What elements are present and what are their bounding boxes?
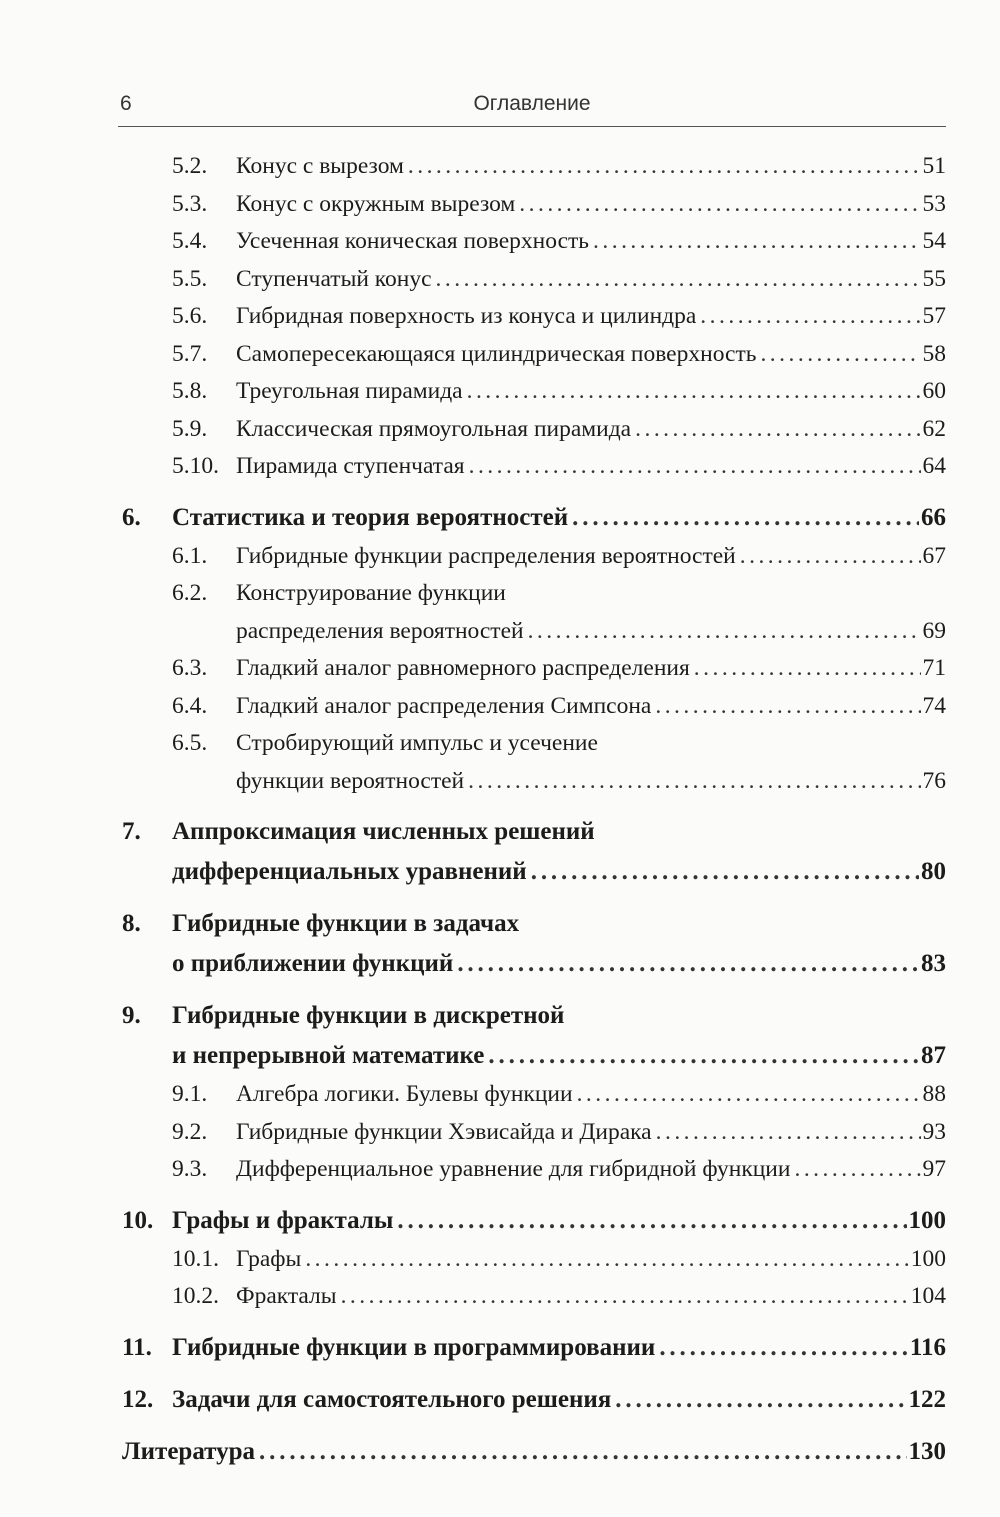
toc-entry-5-8[interactable] bbox=[122, 373, 946, 411]
entry-page: 93 bbox=[922, 1118, 946, 1145]
entry-number: 6.3. bbox=[172, 655, 208, 681]
chapter-number: 6. bbox=[122, 503, 141, 531]
entry-number: 5.2. bbox=[172, 153, 208, 179]
entry-page: 76 bbox=[922, 767, 946, 794]
chapter-title-line2: дифференциальных уравнений bbox=[172, 858, 527, 885]
entry-title-line2: функции вероятностей bbox=[236, 767, 465, 794]
toc-entry-5-3[interactable] bbox=[122, 186, 946, 224]
entry-number: 5.6. bbox=[172, 303, 208, 329]
chapter-page: 116 bbox=[909, 1333, 946, 1361]
dot-leader bbox=[656, 1114, 921, 1152]
dot-leader bbox=[436, 261, 921, 299]
toc-entry-6-5[interactable] bbox=[122, 725, 946, 800]
entry-number: 9.3. bbox=[172, 1156, 208, 1182]
toc-chapter-12[interactable] bbox=[122, 1380, 946, 1420]
chapter-title-line2: о приближении функций bbox=[172, 950, 454, 977]
entry-number: 10.2. bbox=[172, 1283, 219, 1309]
entry-page: 71 bbox=[922, 655, 946, 681]
entry-title: Ступенчатый конус bbox=[236, 265, 432, 292]
entry-title: Фракталы bbox=[236, 1283, 337, 1309]
chapter-page: 122 bbox=[908, 1385, 946, 1413]
dot-leader bbox=[305, 1241, 908, 1279]
entry-page: 100 bbox=[910, 1245, 946, 1272]
entry-title: Усеченная коническая поверхность bbox=[236, 228, 590, 254]
dot-leader bbox=[740, 538, 921, 576]
toc-literature[interactable] bbox=[122, 1432, 946, 1472]
toc-entry-5-7[interactable] bbox=[122, 336, 946, 374]
toc-entry-5-9[interactable] bbox=[122, 411, 946, 449]
dot-leader bbox=[655, 688, 920, 726]
dot-leader bbox=[457, 944, 919, 984]
entry-title: Гладкий аналог распределения Симпсона bbox=[236, 692, 652, 719]
chapter-number: 7. bbox=[122, 818, 141, 845]
entry-title: Гибридные функции Хэвисайда и Дирака bbox=[236, 1118, 652, 1145]
entry-page: 51 bbox=[922, 153, 946, 179]
chapter-page: 100 bbox=[908, 1206, 946, 1234]
toc-entry-6-3[interactable] bbox=[122, 650, 946, 688]
entry-title: Графы bbox=[236, 1245, 302, 1272]
dot-leader bbox=[341, 1278, 909, 1316]
chapter-number: 10. bbox=[122, 1206, 154, 1234]
dot-leader bbox=[397, 1201, 906, 1241]
entry-number: 5.9. bbox=[172, 415, 208, 442]
chapter-page: 83 bbox=[921, 950, 946, 977]
entry-title: Конус с вырезом bbox=[236, 153, 404, 179]
toc-chapter-7[interactable] bbox=[122, 812, 946, 892]
dot-leader bbox=[469, 448, 921, 486]
entry-number: 6.4. bbox=[172, 692, 208, 719]
running-header bbox=[118, 88, 946, 127]
chapter-title-line1: Гибридные функции в дискретной bbox=[172, 1002, 565, 1029]
entry-page: 97 bbox=[922, 1156, 946, 1182]
entry-page: 53 bbox=[922, 190, 946, 217]
entry-number: 5.7. bbox=[172, 340, 208, 367]
chapter-title: Задачи для самостоятельного решения bbox=[172, 1385, 612, 1413]
entry-page: 58 bbox=[922, 340, 946, 367]
entry-page: 74 bbox=[922, 692, 946, 719]
chapter-page: 66 bbox=[921, 503, 946, 531]
dot-leader bbox=[528, 613, 921, 651]
dot-leader bbox=[259, 1432, 906, 1472]
entry-title: Конус с окружным вырезом bbox=[236, 190, 516, 217]
entry-title: Алгебра логики. Булевы функции bbox=[236, 1081, 573, 1107]
toc-entry-6-4[interactable] bbox=[122, 688, 946, 726]
toc-entry-6-2[interactable] bbox=[122, 575, 946, 650]
dot-leader bbox=[700, 298, 920, 336]
entry-number: 5.4. bbox=[172, 228, 208, 254]
entry-title: Пирамида ступенчатая bbox=[236, 453, 465, 479]
entry-page: 55 bbox=[922, 265, 946, 292]
entry-title: Дифференциальное уравнение для гибридной функции bbox=[236, 1156, 791, 1182]
chapter-title: Статистика и теория вероятностей bbox=[172, 503, 569, 531]
entry-number: 9.2. bbox=[172, 1118, 208, 1145]
toc-entry-5-4[interactable] bbox=[122, 223, 946, 261]
toc-chapter-10[interactable] bbox=[122, 1201, 946, 1241]
entry-title: Треугольная пирамида bbox=[236, 378, 463, 404]
toc-chapter-6[interactable] bbox=[122, 498, 946, 538]
entry-number: 5.5. bbox=[172, 265, 208, 292]
dot-leader bbox=[408, 148, 921, 186]
dot-leader bbox=[794, 1151, 920, 1189]
entry-title: Гибридные функции распределения вероятностей bbox=[236, 542, 736, 569]
entry-number: 5.8. bbox=[172, 378, 208, 404]
entry-number: 10.1. bbox=[172, 1245, 219, 1272]
dot-leader bbox=[694, 650, 921, 688]
entry-page: 104 bbox=[910, 1283, 946, 1309]
entry-title-line2: распределения вероятностей bbox=[236, 617, 524, 644]
running-title: Оглавление bbox=[473, 92, 591, 115]
page-number: 6 bbox=[120, 92, 132, 115]
chapter-title: Гибридные функции в программировании bbox=[172, 1333, 656, 1361]
entry-page: 69 bbox=[922, 617, 946, 644]
dot-leader bbox=[467, 373, 921, 411]
entry-number: 6.1. bbox=[172, 542, 208, 569]
chapter-page: 87 bbox=[921, 1042, 946, 1069]
chapter-number: 12. bbox=[122, 1385, 154, 1413]
chapter-number: 9. bbox=[122, 1002, 141, 1029]
entry-page: 54 bbox=[922, 228, 946, 254]
toc-entry-5-10[interactable] bbox=[122, 448, 946, 486]
toc-entry-9-2[interactable] bbox=[122, 1114, 946, 1152]
entry-page: 88 bbox=[922, 1081, 946, 1107]
toc-chapter-8[interactable] bbox=[122, 904, 946, 984]
literature-title: Литература bbox=[122, 1437, 256, 1465]
chapter-page: 80 bbox=[921, 858, 946, 885]
toc-entry-10-2[interactable] bbox=[122, 1278, 946, 1316]
entry-title: Гибридная поверхность из конуса и цилиндра bbox=[236, 303, 697, 329]
entry-page: 62 bbox=[922, 415, 946, 442]
dot-leader bbox=[488, 1036, 919, 1076]
entry-title: Гладкий аналог равномерного распределения bbox=[236, 655, 690, 681]
entry-page: 67 bbox=[922, 542, 946, 569]
table-of-contents bbox=[122, 148, 946, 1472]
dot-leader bbox=[593, 223, 920, 261]
entry-title-line1: Стробирующий импульс и усечение bbox=[236, 730, 598, 756]
entry-number: 5.10. bbox=[172, 453, 219, 479]
entry-number: 5.3. bbox=[172, 190, 208, 217]
toc-chapter-11[interactable] bbox=[122, 1328, 946, 1368]
chapter-number: 11. bbox=[122, 1333, 152, 1361]
entry-title-line1: Конструирование функции bbox=[236, 580, 506, 606]
toc-entry-9-3[interactable] bbox=[122, 1151, 946, 1189]
toc-entry-5-5[interactable] bbox=[122, 261, 946, 299]
chapter-title: Графы и фракталы bbox=[172, 1206, 394, 1234]
entry-title: Самопересекающаяся цилиндрическая поверхность bbox=[236, 340, 757, 367]
toc-entry-6-1[interactable] bbox=[122, 538, 946, 576]
toc-entry-9-1[interactable] bbox=[122, 1076, 946, 1114]
entry-number: 6.5. bbox=[172, 730, 208, 756]
entry-page: 64 bbox=[922, 453, 946, 479]
dot-leader bbox=[615, 1380, 906, 1420]
entry-page: 57 bbox=[922, 303, 946, 329]
chapter-title-line1: Аппроксимация численных решений bbox=[172, 818, 595, 845]
dot-leader bbox=[635, 411, 920, 449]
entry-number: 6.2. bbox=[172, 580, 208, 606]
dot-leader bbox=[577, 1076, 921, 1114]
chapter-title-line2: и непрерывной математике bbox=[172, 1042, 485, 1069]
dot-leader bbox=[519, 186, 920, 224]
entry-title: Классическая прямоугольная пирамида bbox=[236, 415, 632, 442]
dot-leader bbox=[531, 852, 919, 892]
chapter-title-line1: Гибридные функции в задачах bbox=[172, 910, 520, 937]
toc-chapter-9[interactable] bbox=[122, 996, 946, 1076]
entry-page: 60 bbox=[922, 378, 946, 404]
dot-leader bbox=[760, 336, 920, 374]
toc-entry-5-6[interactable] bbox=[122, 298, 946, 336]
chapter-number: 8. bbox=[122, 910, 141, 937]
entry-number: 9.1. bbox=[172, 1081, 208, 1107]
dot-leader bbox=[659, 1328, 908, 1368]
literature-page: 130 bbox=[908, 1437, 946, 1465]
dot-leader bbox=[572, 498, 919, 538]
toc-entry-5-2[interactable] bbox=[122, 148, 946, 186]
toc-entry-10-1[interactable] bbox=[122, 1241, 946, 1279]
dot-leader bbox=[468, 763, 920, 801]
